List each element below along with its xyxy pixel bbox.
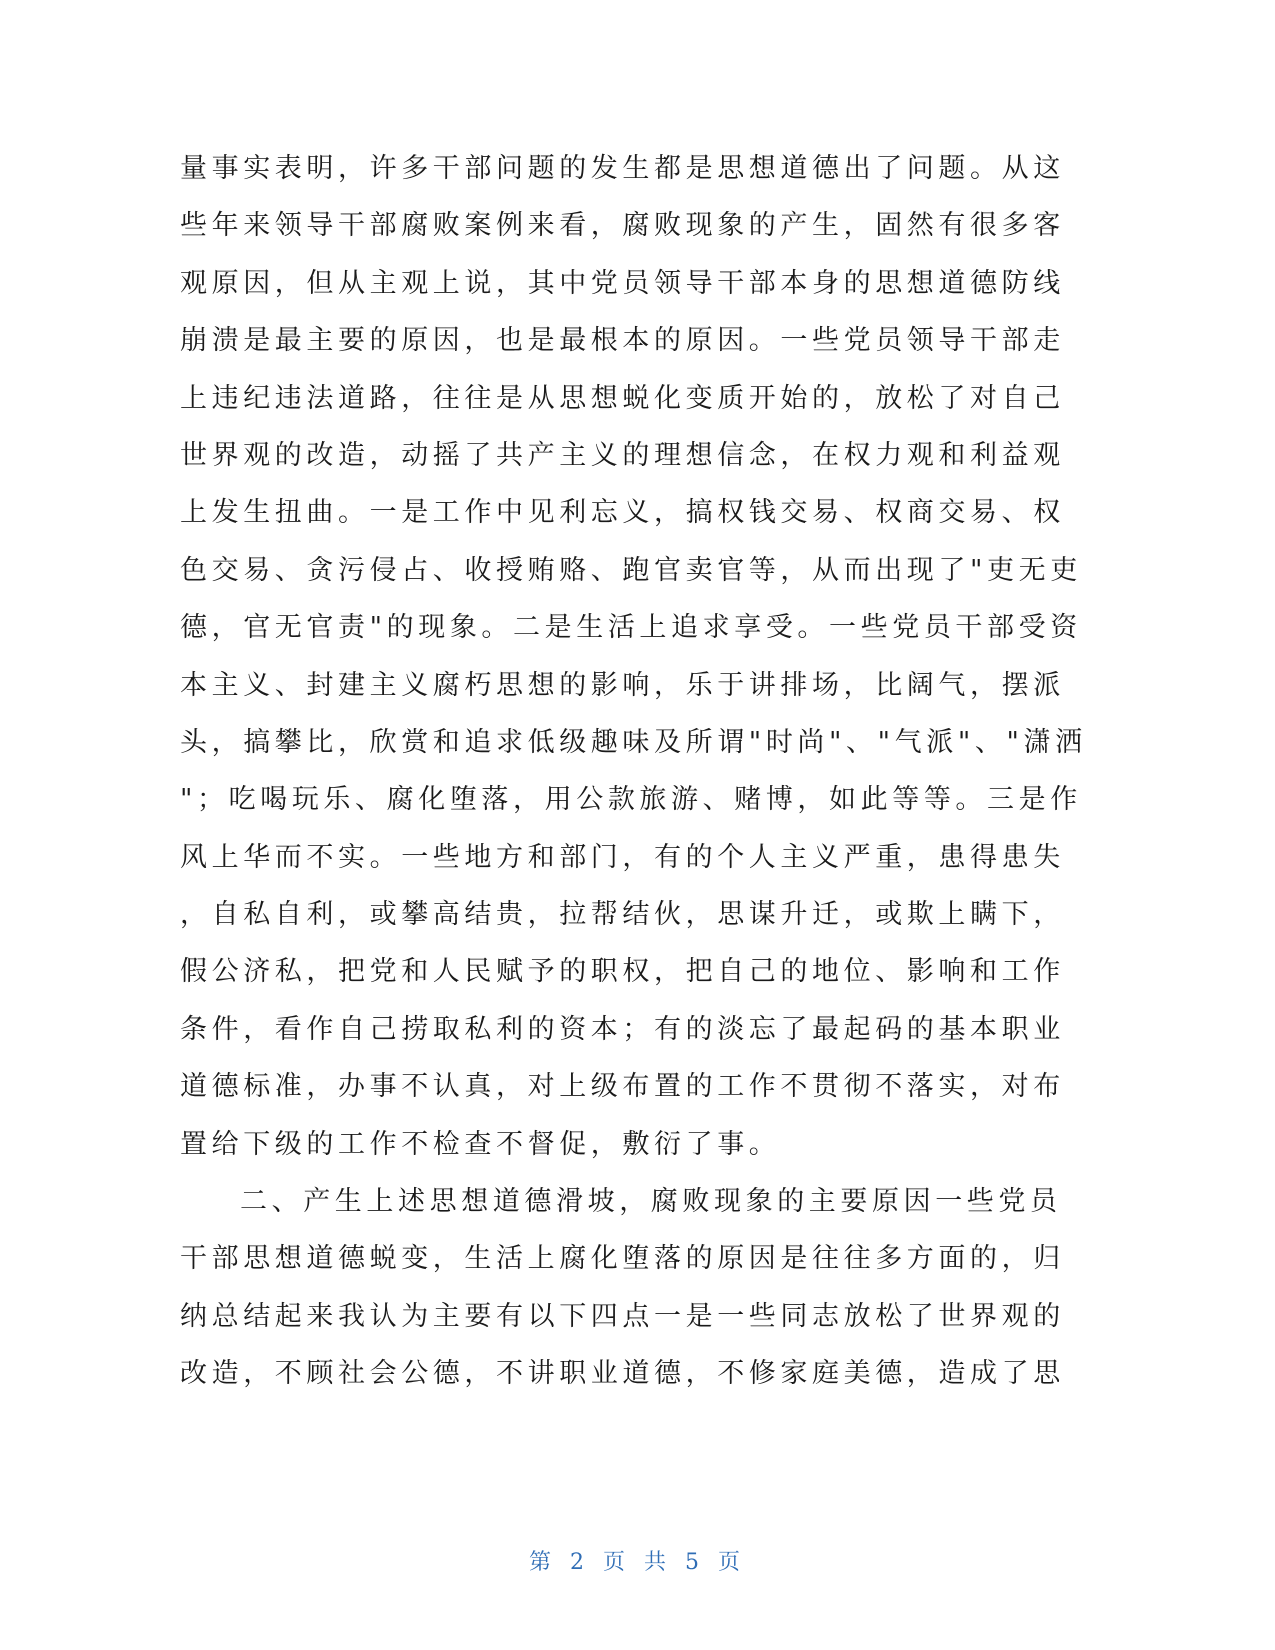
text-line: 风上华而不实。一些地方和部门，有的个人主义严重，患得患失 — [180, 841, 1065, 873]
text-line: 本主义、封建主义腐朽思想的影响，乐于讲排场，比阔气，摆派 — [180, 669, 1065, 701]
text-line: 崩溃是最主要的原因，也是最根本的原因。一些党员领导干部走 — [180, 325, 1065, 357]
text-line: "；吃喝玩乐、腐化堕落，用公款旅游、赌博，如此等等。三是作 — [180, 784, 1082, 816]
text-line: 上违纪违法道路，往往是从思想蜕化变质开始的，放松了对自己 — [180, 382, 1065, 414]
text-line: 观原因，但从主观上说，其中党员领导干部本身的思想道德防线 — [180, 267, 1065, 299]
text-line: 纳总结起来我认为主要有以下四点一是一些同志放松了世界观的 — [180, 1300, 1065, 1332]
text-line: ，自私自利，或攀高结贵，拉帮结伙，思谋升迁，或欺上瞒下， — [180, 899, 1065, 931]
text-line: 道德标准，办事不认真，对上级布置的工作不贯彻不落实，对布 — [180, 1071, 1065, 1103]
text-line: 条件，看作自己捞取私利的资本；有的淡忘了最起码的基本职业 — [180, 1013, 1065, 1045]
paragraph-start-line: 二、产生上述思想道德滑坡，腐败现象的主要原因一些党员 — [240, 1186, 1062, 1218]
text-line: 世界观的改造，动摇了共产主义的理想信念，在权力观和利益观 — [180, 439, 1065, 471]
text-line: 改造，不顾社会公德，不讲职业道德，不修家庭美德，造成了思 — [180, 1358, 1065, 1390]
text-line: 干部思想道德蜕变，生活上腐化堕落的原因是往往多方面的，归 — [180, 1243, 1065, 1275]
text-line: 上发生扭曲。一是工作中见利忘义，搞权钱交易、权商交易、权 — [180, 497, 1065, 529]
document-body — [180, 140, 1087, 1403]
text-line: 色交易、贪污侵占、收授贿赂、跑官卖官等，从而出现了"吏无吏 — [180, 554, 1082, 586]
text-line: 头，搞攀比，欣赏和追求低级趣味及所谓"时尚"、"气派"、"潇洒 — [180, 726, 1087, 758]
text-line: 量事实表明，许多干部问题的发生都是思想道德出了问题。从这 — [180, 153, 1065, 184]
text-line: 些年来领导干部腐败案例来看，腐败现象的产生，固然有很多客 — [180, 210, 1065, 242]
text-line: 假公济私，把党和人民赋予的职权，把自己的地位、影响和工作 — [180, 956, 1065, 988]
page-number-footer: 第 2 页 共 5 页 — [529, 1550, 746, 1575]
text-line: 德，官无官责"的现象。二是生活上追求享受。一些党员干部受资 — [180, 612, 1082, 644]
text-line: 置给下级的工作不检查不督促，敷衍了事。 — [180, 1128, 781, 1160]
